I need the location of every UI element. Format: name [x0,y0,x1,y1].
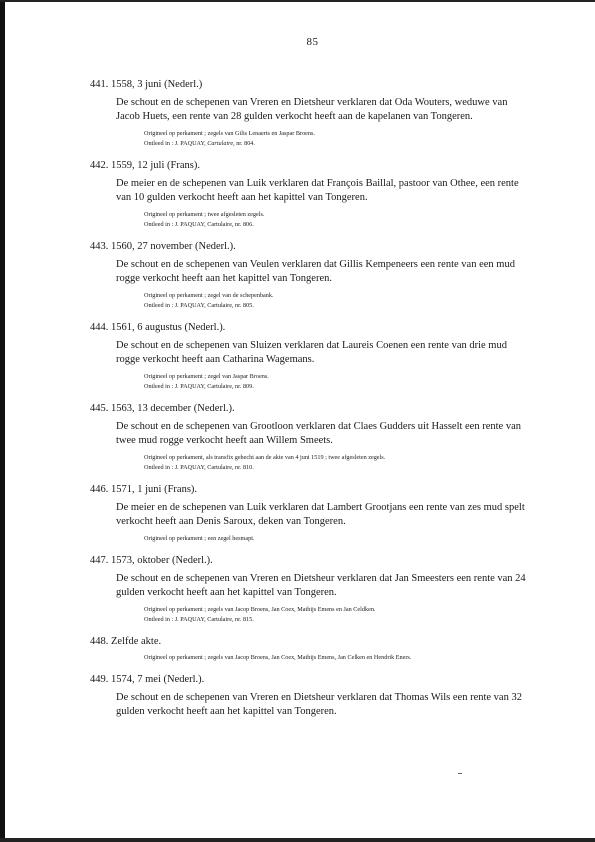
page-number: 85 [306,36,319,48]
entry-text: De schout en de schepenen van Vreren en Dietsheur verklaren dat Oda Wouters, weduwe van Jacob Huets, een rente van 28 gulden verkocht heeft aan de kapelanen van Tongeren. [116,97,508,122]
source-note: Origineel op perkament ; zegels van Gilis Lenaerts en Jaspar Broens. [144,130,315,137]
entry-date: 1559, 12 juli (Frans). [111,160,200,171]
entry-number: 441. [90,79,109,90]
entry-date: 1558, 3 juni (Nederl.) [111,79,203,90]
entries-list [90,78,530,729]
entry-number: 442. [90,160,109,171]
source-note: Origineel op perkament ; twee afgesleten zegels. [144,211,265,218]
source-note: Origineel op perkament ; zegels van Jacop Broens, Jan Coex, Mathijs Emens en Jan Celdken. [144,606,376,613]
entry-number: 443. [90,241,109,252]
entry-date: 1571, 1 juni (Frans). [111,484,198,495]
entry-441 [90,78,530,149]
entry-number: 444. [90,322,109,333]
entry-heading [90,554,530,567]
entry-number: 448. [90,636,109,647]
entry-449 [90,673,530,719]
scan-mark [458,773,462,774]
source-note: Origineel op perkament, als transfix gehecht aan de akte van 4 juni 1519 ; twee afgesleten zegels. [144,454,386,461]
entry-heading [90,78,530,91]
source-note: Origineel op perkament ; zegel van Jaspar Broens. [144,373,269,380]
entry-date: 1574, 7 mei (Nederl.). [111,674,205,685]
scan-edge-bottom [0,838,595,842]
entry-heading [90,321,530,334]
entry-date: 1563, 13 december (Nederl.). [111,403,235,414]
entry-text: De schout en de schepenen van Grootloon verklaren dat Claes Gudders uit Hasselt een rente van twee mud rogge verkocht heeft aan Willem Smeets. [116,421,521,446]
source-note: Origineel op perkament ; een zegel hesmapt. [144,535,255,542]
scan-edge-left [0,0,5,842]
reference-note: Ontleed in : J. PAQUAY, Cartulaire, nr. 804. [144,140,255,147]
entry-heading [90,673,530,686]
entry-text: De schout en de schepenen van Vreren en Dietsheur verklaren dat Jan Smeesters een rente van 24 gulden verkocht heeft aan het kapittel van Tongeren. [116,573,526,598]
entry-date: 1561, 6 augustus (Nederl.). [111,322,226,333]
entry-448 [90,635,530,663]
entry-text: De schout en de schepenen van Vreren en Dietsheur verklaren dat Thomas Wils een rente van 32 gulden verkocht heeft aan het kapittel van Tongeren. [116,692,522,717]
reference-note: Ontleed in : J. PAQUAY, Cartulaire, nr. 809. [144,383,254,390]
entry-number: 449. [90,674,109,685]
entry-heading [90,402,530,415]
reference-note: Ontleed in : J. PAQUAY, Cartulaire, nr. 806. [144,221,254,228]
reference-note: Ontleed in : J. PAQUAY, Cartulaire, nr. 805. [144,302,254,309]
entry-number: 445. [90,403,109,414]
entry-text: De meier en de schepenen van Luik verklaren dat François Baillal, pastoor van Othee, een rente van 10 gulden verkocht heeft aan het kapittel van Tongeren. [116,178,519,203]
entry-heading [90,483,530,496]
entry-445 [90,402,530,473]
entry-heading [90,240,530,253]
entry-444 [90,321,530,392]
entry-text: De schout en de schepenen van Veulen verklaren dat Gillis Kempeneers een rente van een mud rogge verkocht heeft aan het kapittel van Tongeren. [116,259,515,284]
entry-date: 1560, 27 november (Nederl.). [111,241,236,252]
source-note: Origineel op perkament ; zegels van Jacop Broens, Jan Coex, Mathijs Emens, Jan Celken en Hendrik Eners. [144,654,412,661]
entry-number: 447. [90,555,109,566]
reference-note: Ontleed in : J. PAQUAY, Cartulaire, nr. 815. [144,616,254,623]
entry-446 [90,483,530,544]
entry-443 [90,240,530,311]
entry-447 [90,554,530,625]
reference-note: Ontleed in : J. PAQUAY, Cartulaire, nr. 810. [144,464,254,471]
entry-442 [90,159,530,230]
entry-text: De schout en de schepenen van Sluizen verklaren dat Laureis Coenen een rente van drie mud rogge verkocht heeft aan Catharina Wagemans. [116,340,507,365]
entry-number: 446. [90,484,109,495]
entry-date: 1573, oktober (Nederl.). [111,555,213,566]
entry-heading [90,635,530,648]
entry-date: Zelfde akte. [111,636,162,647]
source-note: Origineel op perkament ; zegel van de schepenbank. [144,292,274,299]
entry-text: De meier en de schepenen van Luik verklaren dat Lambert Grootjans een rente van zes mud spelt verkocht heeft aan Denis Saroux, deken van Tongeren. [116,502,525,527]
scan-edge-top [0,0,595,2]
entry-heading [90,159,530,172]
